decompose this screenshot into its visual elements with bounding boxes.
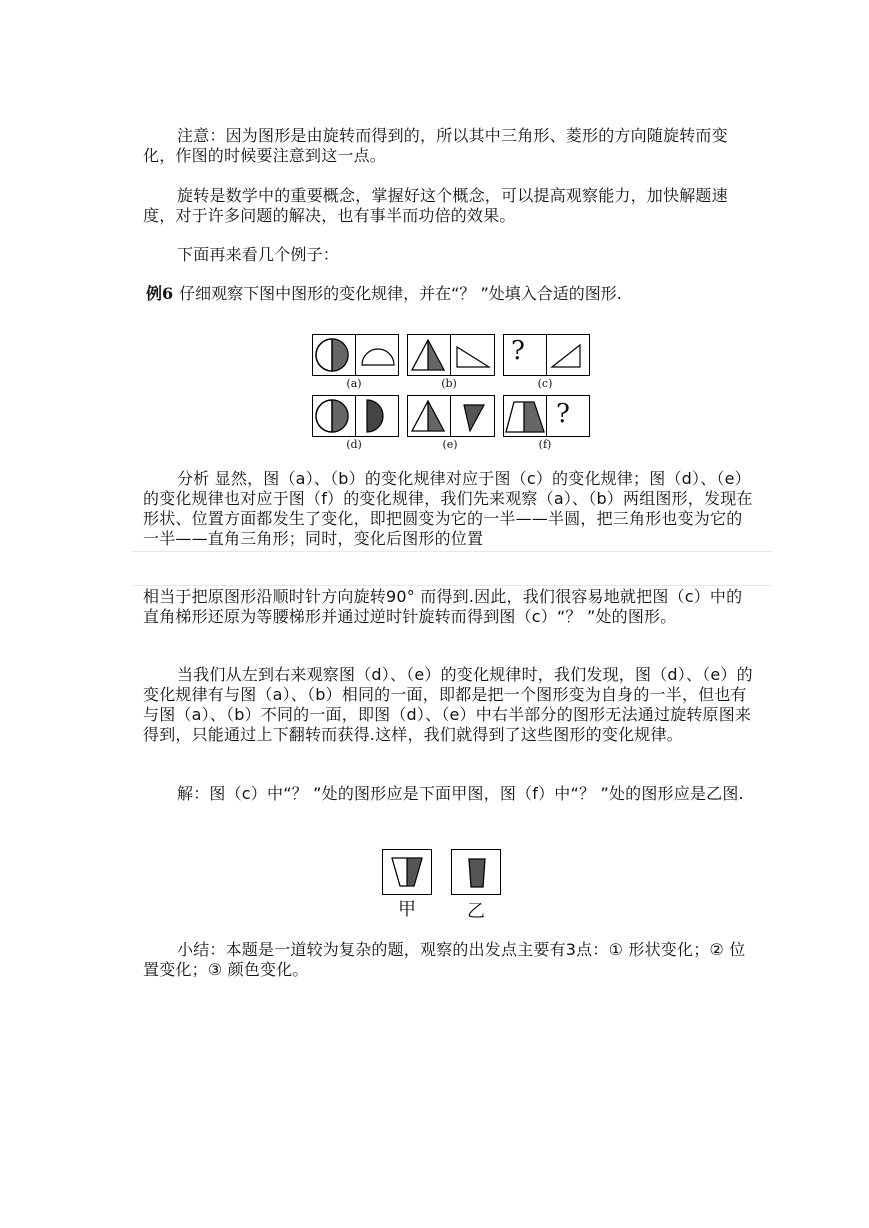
right-trapezoid-icon [550, 339, 586, 371]
analysis-paragraph: 分析 显然，图（a）、（b）的变化规律对应于图（c）的变化规律；图（d）、（e）的变化规律也对应于图（f）的变化规律，我们先来观察（a）、（b）两组图形，发现在形状、位置方面都发生了变化，即把圆变为它的一半——半圆，把三角形也变为它的一半——直角三角形；同时，变化后图形的位置 [143, 469, 753, 548]
answer-yi-label: 乙 [467, 901, 485, 922]
label-a: (a) [346, 377, 362, 390]
label-c: (c) [537, 377, 553, 390]
page-break-line [132, 585, 772, 586]
analysis-continuation: 相当于把原图形沿顺时针方向旋转90° 而得到.因此，我们很容易地就把图（c）中的直角梯形还原为等腰梯形并通过逆时针旋转而得到图（c）“？ ”处的图形。 [143, 587, 743, 626]
question-mark-f: ? [556, 399, 570, 429]
circle-half-shaded-icon [314, 337, 350, 373]
label-f: (f) [538, 438, 552, 451]
answer-jia-label: 甲 [398, 899, 416, 920]
label-b: (b) [441, 377, 457, 390]
trapezoid-half-shaded-icon [504, 400, 546, 434]
example-text: 仔细观察下图中图形的变化规律，并在“？ ”处填入合适的图形. [179, 284, 622, 303]
page-break-line [132, 551, 772, 552]
note-paragraph: 注意：因为图形是由旋转而得到的，所以其中三角形、菱形的方向随旋转而变化，作图的时候要注意到这一点。 [143, 126, 728, 165]
right-triangle-icon [455, 345, 491, 369]
trapezoid-shaded-icon [465, 857, 489, 889]
inverted-trapezoid-half-shaded-icon [390, 856, 424, 890]
example-label: 例6 [146, 284, 174, 303]
label-e: (e) [442, 438, 458, 451]
solution-paragraph: 解：图（c）中“？ ”处的图形应是下面甲图，图（f）中“？ ”处的图形应是乙图. [177, 784, 744, 803]
observation-paragraph: 当我们从左到右来观察图（d）、（e）的变化规律时，我们发现，图（d）、（e）的变化规律有与图（a）、（b）相同的一面，即都是把一个图形变为自身的一半，但也有与图（a）、（b）不同的一面，即图（d）、（e）中右半部分的图形无法通过旋转原图来得到，只能通过上下翻转而获得.这样，我们就得到了这些图形的变化规律。 [143, 665, 753, 744]
triangle-half-shaded-icon [410, 399, 446, 433]
examples-intro: 下面再来看几个例子： [177, 245, 340, 264]
rotation-paragraph: 旋转是数学中的重要概念，掌握好这个概念，可以提高观察能力，加快解题速度，对于许多问题的解决，也有事半而功倍的效果。 [143, 186, 728, 225]
semicircle-icon [360, 345, 396, 367]
half-circle-shaded-icon [365, 398, 389, 434]
flipped-right-triangle-icon [462, 403, 486, 433]
question-mark-c: ? [511, 336, 525, 366]
circle-half-shaded-icon [314, 398, 350, 434]
summary-paragraph: 小结：本题是一道较为复杂的题，观察的出发点主要有3点：① 形状变化；② 位置变化；③ 颜色变化。 [143, 940, 746, 979]
label-d: (d) [346, 438, 362, 451]
example-heading [146, 284, 622, 304]
triangle-half-shaded-icon [410, 338, 446, 372]
